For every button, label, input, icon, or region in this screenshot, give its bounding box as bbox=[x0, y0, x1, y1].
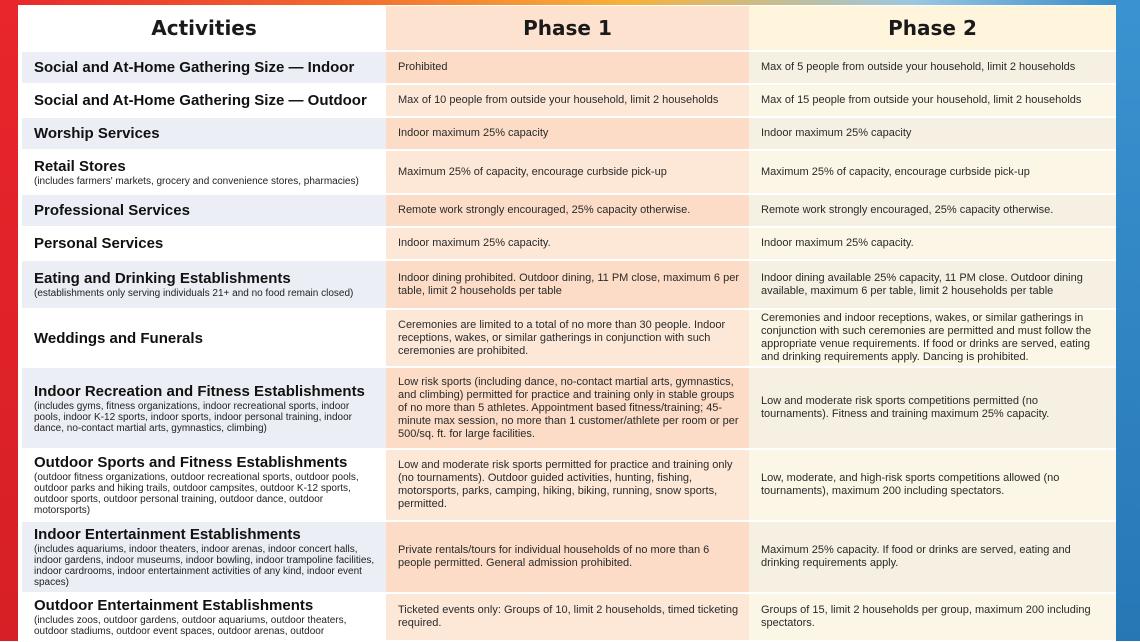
right-color-bar bbox=[1116, 0, 1140, 641]
activity-note: (includes gyms, fitness organizations, indoor recreational sports, indoor pools, indoor K-12 sports, indoor sports, indoor personal training, indoor dance, no-contact martial arts, gymnastics, climbing) bbox=[34, 400, 352, 434]
phase1-cell: Indoor maximum 25% capacity bbox=[386, 118, 749, 149]
table-row bbox=[22, 261, 1116, 308]
table-row bbox=[22, 52, 1116, 83]
phase2-cell: Max of 5 people from outside your household, limit 2 households bbox=[749, 52, 1116, 83]
activity-name: Social and At-Home Gathering Size — Indoor bbox=[34, 59, 355, 76]
header-activities: Activities bbox=[22, 6, 386, 50]
activity-name: Social and At-Home Gathering Size — Outdoor bbox=[34, 92, 367, 109]
activity-cell bbox=[22, 85, 386, 116]
activity-name: Indoor Recreation and Fitness Establishments bbox=[34, 382, 365, 400]
activity-name: Retail Stores bbox=[34, 157, 126, 175]
activity-cell bbox=[22, 118, 386, 149]
phase2-cell: Indoor dining available 25% capacity, 11 PM close. Outdoor dining available, maximum 6 per table, limit 2 households per table bbox=[749, 261, 1116, 308]
phase1-cell: Maximum 25% of capacity, encourage curbside pick-up bbox=[386, 151, 749, 193]
activity-name: Indoor Entertainment Establishments bbox=[34, 526, 301, 543]
activity-name: Weddings and Funerals bbox=[34, 329, 203, 347]
phase1-cell: Indoor maximum 25% capacity. bbox=[386, 228, 749, 259]
table-row bbox=[22, 450, 1116, 520]
phase2-cell: Indoor maximum 25% capacity. bbox=[749, 228, 1116, 259]
activity-name: Eating and Drinking Establishments bbox=[34, 270, 291, 287]
phase1-cell: Ceremonies are limited to a total of no more than 30 people. Indoor receptions, wakes, or similar gatherings in conjunction with such ceremonies are prohibited. bbox=[386, 310, 749, 366]
activity-cell bbox=[22, 522, 386, 592]
table-row bbox=[22, 228, 1116, 259]
activity-cell bbox=[22, 450, 386, 520]
phase2-cell: Maximum 25% of capacity, encourage curbside pick-up bbox=[749, 151, 1116, 193]
phase1-cell: Indoor dining prohibited. Outdoor dining, 11 PM close, maximum 6 per table, limit 2 households per table bbox=[386, 261, 749, 308]
activity-cell bbox=[22, 261, 386, 308]
phase-table bbox=[22, 4, 1116, 642]
table-row bbox=[22, 310, 1116, 366]
activity-cell bbox=[22, 310, 386, 366]
activity-name: Outdoor Sports and Fitness Establishments bbox=[34, 454, 348, 471]
phase2-cell: Ceremonies and indoor receptions, wakes, or similar gatherings in conjunction with such ceremonies are permitted and must follow the appropriate venue requirements. If food or drinks are served, eating and drinking requirements apply. Dancing is prohibited. bbox=[749, 310, 1116, 366]
activity-note: (includes zoos, outdoor gardens, outdoor aquariums, outdoor theaters, outdoor stadiums, outdoor event spaces, outdoor arenas, outdoor bbox=[34, 615, 347, 637]
phase2-cell: Low, moderate, and high-risk sports competitions allowed (no tournaments), maximum 200 including spectators. bbox=[749, 450, 1116, 520]
activity-cell bbox=[22, 368, 386, 448]
activity-note: (establishments only serving individuals 21+ and no food remain closed) bbox=[34, 288, 354, 299]
table-row bbox=[22, 594, 1116, 640]
header-row bbox=[22, 6, 1116, 50]
table-row bbox=[22, 118, 1116, 149]
activity-note: (includes aquariums, indoor theaters, indoor arenas, indoor concert halls, indoor gardens, indoor museums, indoor bowling, indoor trampoline facilities, indoor cardrooms, indoor entertainment activities of any kind, indoor event spaces) bbox=[34, 544, 375, 588]
header-phase2: Phase 2 bbox=[749, 6, 1116, 50]
activity-cell bbox=[22, 52, 386, 83]
left-color-bar bbox=[0, 0, 18, 641]
phase1-cell: Private rentals/tours for individual households of no more than 6 people permitted. General admission prohibited. bbox=[386, 522, 749, 592]
phase1-cell: Low and moderate risk sports permitted for practice and training only (no tournaments). Outdoor guided activities, hunting, fishing, motorsports, parks, camping, hiking, biking, running, snow sports, permitted. bbox=[386, 450, 749, 520]
phase1-cell: Remote work strongly encouraged, 25% capacity otherwise. bbox=[386, 195, 749, 226]
activity-note: (outdoor fitness organizations, outdoor recreational sports, outdoor pools, outdoor parks and hiking trails, outdoor campsites, outdoor K-12 sports, outdoor sports, outdoor personal training, outdoor dance, outdoor motorsports) bbox=[34, 472, 359, 516]
phase1-cell: Prohibited bbox=[386, 52, 749, 83]
phase2-cell: Maximum 25% capacity. If food or drinks are served, eating and drinking requirements apply. bbox=[749, 522, 1116, 592]
activity-cell bbox=[22, 228, 386, 259]
table-row bbox=[22, 151, 1116, 193]
phase2-cell: Remote work strongly encouraged, 25% capacity otherwise. bbox=[749, 195, 1116, 226]
activity-name: Personal Services bbox=[34, 235, 164, 252]
header-phase1: Phase 1 bbox=[386, 6, 749, 50]
activity-note: (includes farmers' markets, grocery and convenience stores, pharmacies) bbox=[34, 175, 359, 187]
table-row bbox=[22, 195, 1116, 226]
phase1-cell: Ticketed events only: Groups of 10, limit 2 households, timed ticketing required. bbox=[386, 594, 749, 640]
activity-cell bbox=[22, 151, 386, 193]
phase2-cell: Max of 15 people from outside your household, limit 2 households bbox=[749, 85, 1116, 116]
phase2-cell: Indoor maximum 25% capacity bbox=[749, 118, 1116, 149]
activity-name: Worship Services bbox=[34, 125, 160, 142]
table-row bbox=[22, 85, 1116, 116]
phase2-cell: Low and moderate risk sports competitions permitted (no tournaments). Fitness and training maximum 25% capacity. bbox=[749, 368, 1116, 448]
phase1-cell: Low risk sports (including dance, no-contact martial arts, gymnastics, and climbing) permitted for practice and training only in stable groups of no more than 5 athletes. Appointment based fitness/training; 45-minute max session, no more than 1 customer/athlete per room or per 500/sq. ft. for large facilities. bbox=[386, 368, 749, 448]
table-row bbox=[22, 368, 1116, 448]
phase2-cell: Groups of 15, limit 2 households per group, maximum 200 including spectators. bbox=[749, 594, 1116, 640]
activity-name: Professional Services bbox=[34, 202, 190, 219]
activity-name: Outdoor Entertainment Establishments bbox=[34, 597, 314, 614]
phase1-cell: Max of 10 people from outside your household, limit 2 households bbox=[386, 85, 749, 116]
activity-cell bbox=[22, 195, 386, 226]
table-row bbox=[22, 522, 1116, 592]
activity-cell bbox=[22, 594, 386, 640]
